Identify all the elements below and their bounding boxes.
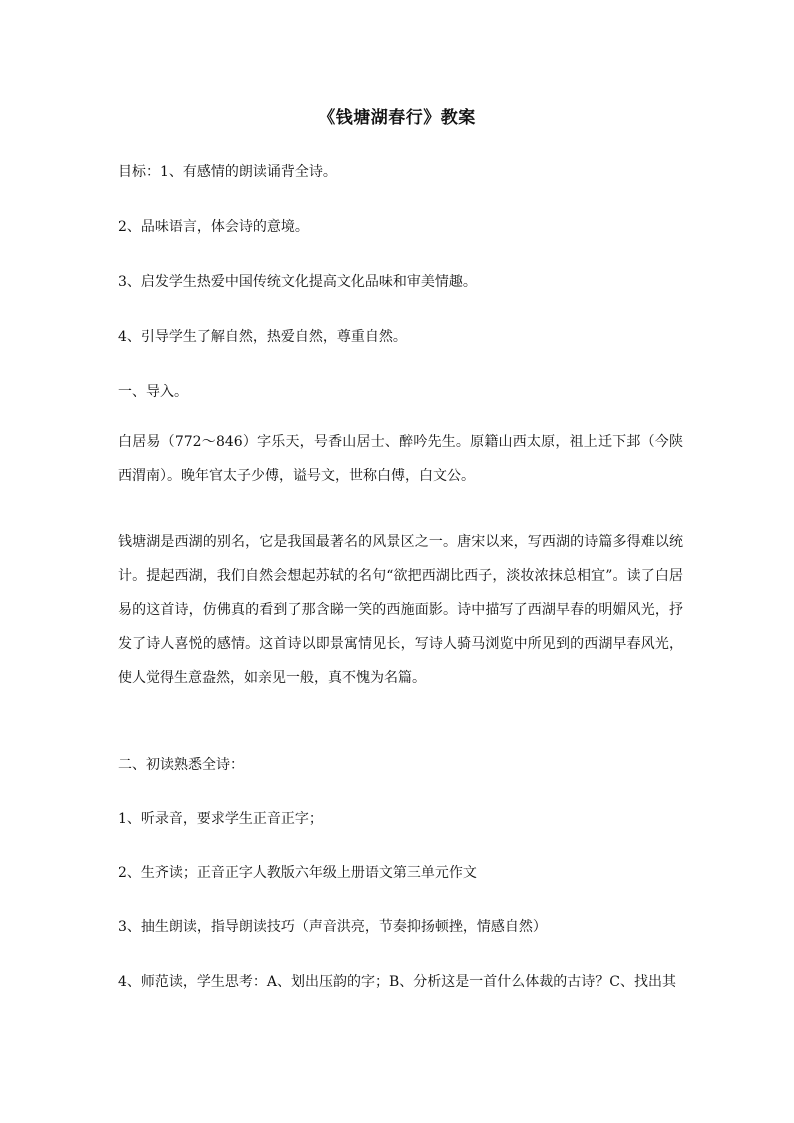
- goal-line-4: 4、引导学生了解自然，热爱自然，尊重自然。: [118, 329, 407, 345]
- section-heading-intro: 一、导入。: [118, 384, 188, 400]
- step-line-3: 3、抽生朗读，指导朗读技巧（声音洪亮，节奏抑扬顿挫，情感自然）: [118, 919, 547, 935]
- goal-line-3: 3、启发学生热爱中国传统文化提高文化品味和审美情趣。: [118, 274, 477, 290]
- goal-line-1: 目标：1、有感情的朗读诵背全诗。: [118, 164, 337, 180]
- step-line-4: 4、师范读，学生思考：A、划出压韵的字；B、分析这是一首什么体裁的古诗？C、找出其: [118, 974, 677, 990]
- section-heading-first-reading: 二、初读熟悉全诗：: [118, 757, 244, 773]
- step-line-2: 2、生齐读；正音正字人教版六年级上册语文第三单元作文: [118, 865, 477, 881]
- goal-line-2: 2、品味语言，体会诗的意境。: [118, 219, 309, 235]
- step-line-1: 1、听录音，要求学生正音正字；: [118, 811, 323, 827]
- paragraph-bai-juyi: 白居易（772～846）字乐天，号香山居士、醉吟先生。原籍山西太原，祖上迁下邽（今陕西渭南）。晚年官太子少傅，谥号文，世称白傅，白文公。: [118, 434, 683, 484]
- paragraph-qiantang-lake: 钱塘湖是西湖的别名，它是我国最著名的风景区之一。唐宋以来，写西湖的诗篇多得难以统计。提起西湖，我们自然会想起苏轼的名句“欲把西湖比西子，淡妆浓抹总相宜”。读了白居易的这首诗，仿佛真的看到了那含睇一笑的西施面影。诗中描写了西湖早春的明媚风光，抒发了诗人喜悦的感情。这首诗以即景寓情见长，写诗人骑马浏览中所见到的西湖早春风光，使人觉得生意盎然，如亲见一般，真不愧为名篇。: [118, 534, 683, 686]
- document-title: 《钱塘湖春行》教案: [318, 108, 476, 128]
